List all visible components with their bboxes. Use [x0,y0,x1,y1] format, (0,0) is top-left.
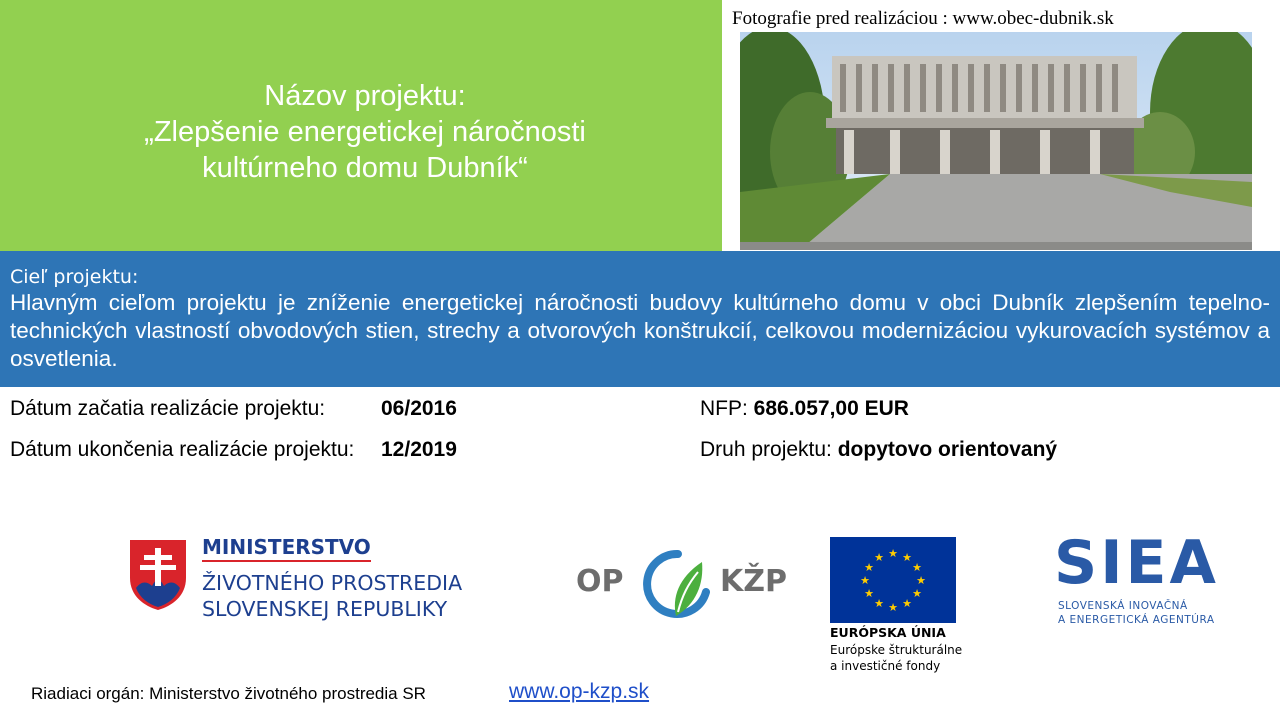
svg-text:★: ★ [874,597,884,610]
siea-line-1: SLOVENSKÁ INOVAČNÁ [1058,600,1188,612]
svg-text:★: ★ [888,601,898,614]
project-title [105,78,625,186]
svg-text:★: ★ [860,574,870,587]
project-type-value: dopytovo orientovaný [837,438,1058,461]
svg-text:★: ★ [902,597,912,610]
project-title-line-3: kultúrneho domu Dubník“ [202,151,528,184]
svg-text:★: ★ [864,587,874,600]
svg-text:★: ★ [912,587,922,600]
siea-line-2: A ENERGETICKÁ AGENTÚRA [1058,614,1215,626]
title-panel [0,0,722,251]
start-date-value: 06/2016 [381,397,457,420]
eu-flag-icon [830,537,956,623]
leaf-circle-icon [642,548,714,620]
eu-line-3: a investičné fondy [830,659,941,673]
eu-line-1: EURÓPSKA ÚNIA [830,625,946,640]
end-date-value: 12/2019 [381,438,457,461]
photo-caption: Fotografie pred realizáciou : www.obec-dubnik.sk [732,8,1114,29]
slovak-coat-of-arms-icon [128,538,188,612]
goal-text: Hlavným cieľom projektu je zníženie energetickej náročnosti budovy kultúrneho domu v obci Dubník zlepšením tepelno-technických vlastností obvodových stien, strechy a otvorových konštrukcií, celkovou modernizáciou vykurovacích systémov a osvetlenia. [10,290,1270,371]
ministry-line-3: SLOVENSKEJ REPUBLIKY [202,597,448,621]
svg-text:★: ★ [902,551,912,564]
managing-authority-text: Riadiaci orgán: Ministerstvo životného prostredia SR [31,684,426,703]
end-date-label: Dátum ukončenia realizácie projektu: [10,438,355,461]
ministry-line-2: ŽIVOTNÉHO PROSTREDIA [202,571,463,595]
goal-heading: Cieľ projektu: [10,266,139,288]
nfp-field [700,396,909,422]
svg-text:★: ★ [916,574,926,587]
project-title-line-2: „Zlepšenie energetickej náročnosti [144,115,586,148]
op-kzp-website-link[interactable]: www.op-kzp.sk [509,680,650,703]
eu-line-2: Európske štrukturálne [830,643,963,657]
ministry-logo [128,536,518,628]
building-photo-illustration [740,32,1252,250]
op-kzp-right-text: KŽP [720,564,787,599]
project-type-label: Druh projektu: [700,438,838,461]
project-goal-band [0,251,1280,387]
nfp-label: NFP: [700,397,754,420]
svg-text:★: ★ [874,551,884,564]
svg-text:★: ★ [864,561,874,574]
building-photo [740,32,1252,250]
ministry-line-1: MINISTERSTVO [202,536,371,562]
op-kzp-logo [576,548,798,624]
start-date-label: Dátum začatia realizácie projektu: [10,397,326,420]
nfp-value: 686.057,00 EUR [753,397,909,420]
op-kzp-left-text: OP [576,564,624,599]
project-type-field [700,437,1057,463]
svg-text:★: ★ [912,561,922,574]
project-title-line-1: Názov projektu: [264,79,466,112]
eu-logo [830,537,970,677]
siea-logo [1054,528,1254,628]
svg-text:★: ★ [888,547,898,560]
siea-wordmark: SIEA [1054,528,1219,598]
